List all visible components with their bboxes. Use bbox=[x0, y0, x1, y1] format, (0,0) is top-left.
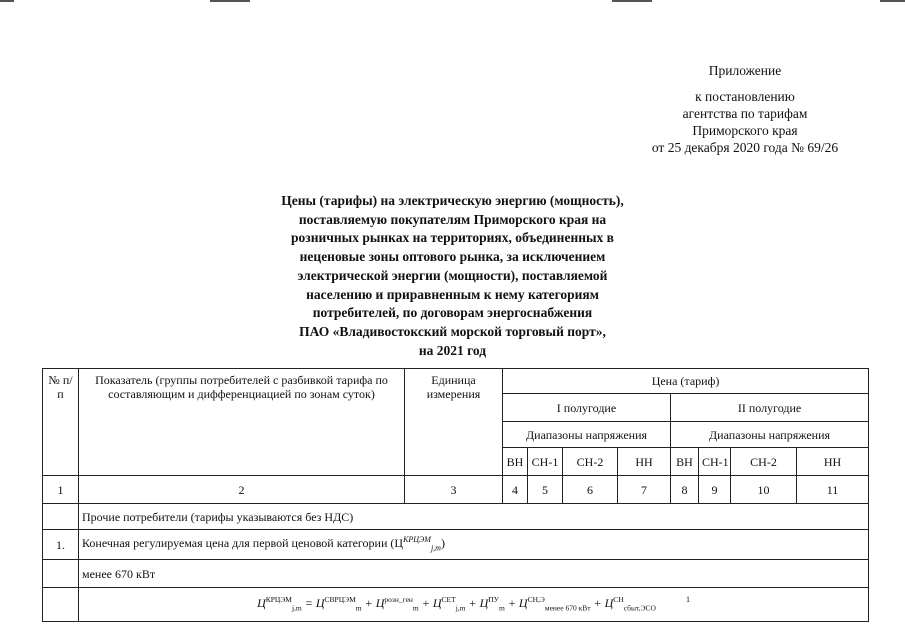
col-number: 11 bbox=[797, 476, 869, 504]
level-sn1: СН-1 bbox=[528, 448, 563, 476]
col-number: 5 bbox=[528, 476, 563, 504]
mark-sub: j,m bbox=[430, 543, 441, 553]
level-nn: НН bbox=[618, 448, 671, 476]
formula-num-cell bbox=[43, 588, 79, 622]
appendix-line: к постановлению bbox=[695, 89, 795, 104]
f-sup: СН bbox=[613, 595, 624, 605]
title-line: электрической энергии (мощности), поставляемой bbox=[297, 267, 608, 283]
header-price: Цена (тариф) bbox=[503, 369, 869, 394]
subgroup-label: менее 670 кВт bbox=[79, 560, 869, 588]
f-sup: ПУ bbox=[488, 595, 499, 605]
f-sub: m bbox=[498, 603, 505, 613]
col-number: 9 bbox=[699, 476, 731, 504]
appendix-line: Приморского края bbox=[692, 123, 798, 138]
row-num: 1. bbox=[43, 530, 79, 560]
appendix-line: агентства по тарифам bbox=[682, 106, 808, 121]
col-number: 2 bbox=[79, 476, 405, 504]
section-title: Прочие потребители (тарифы указываются без НДС) bbox=[79, 504, 869, 530]
f-sup: СВРЦЭМ bbox=[324, 595, 356, 605]
level-sn2: СН-2 bbox=[563, 448, 618, 476]
level-sn2: СН-2 bbox=[731, 448, 797, 476]
level-sn1: СН-1 bbox=[699, 448, 731, 476]
title-line: населению и приравненным к нему категориям bbox=[306, 286, 599, 302]
row-final-price bbox=[79, 530, 869, 560]
header-half2: II полугодие bbox=[671, 394, 869, 422]
f-sub: m bbox=[355, 603, 362, 613]
header-half1: I полугодие bbox=[503, 394, 671, 422]
mark-sup: КРЦЭМ bbox=[403, 535, 431, 545]
formula-footnote: 1 bbox=[685, 595, 690, 605]
f-sup: КРЦЭМ bbox=[265, 595, 292, 605]
f-sup: розн_ген bbox=[384, 595, 413, 605]
level-vn: ВН bbox=[671, 448, 699, 476]
col-number: 7 bbox=[618, 476, 671, 504]
col-number: 8 bbox=[671, 476, 699, 504]
level-vn: ВН bbox=[503, 448, 528, 476]
appendix-heading: Приложение bbox=[708, 63, 782, 78]
level-nn: НН bbox=[797, 448, 869, 476]
header-num: № п/п bbox=[43, 369, 79, 476]
col-number: 3 bbox=[405, 476, 503, 504]
subgroup-num-cell bbox=[43, 560, 79, 588]
col-number: 10 bbox=[731, 476, 797, 504]
title-line: розничных рынках на территориях, объединенных в bbox=[291, 230, 614, 246]
tariff-table bbox=[42, 368, 869, 622]
header-indicator: Показатель (группы потребителей с разбивкой тарифа по составляющим и дифференциацией по зонам суток) bbox=[79, 369, 405, 476]
f-sup: СЕТ bbox=[441, 595, 456, 605]
f-sub: j,m bbox=[291, 603, 302, 613]
f-sub: j,m bbox=[455, 603, 466, 613]
f-sup: СН,Э bbox=[527, 595, 545, 605]
f-sub: сбыт,ЭСО bbox=[623, 603, 656, 613]
col-number: 1 bbox=[43, 476, 79, 504]
f-sub: m bbox=[412, 603, 419, 613]
header-unit: Единица измерения bbox=[405, 369, 503, 476]
document-title bbox=[200, 192, 705, 360]
appendix-block bbox=[600, 62, 890, 156]
row-final-price-text: Конечная регулируемая цена для первой ценовой категории (Ц bbox=[82, 536, 404, 551]
section-num-cell bbox=[43, 504, 79, 530]
title-line: ПАО «Владивостокский морской торговый порт», bbox=[299, 323, 606, 339]
f-sub: менее 670 кВт bbox=[544, 603, 591, 613]
row-final-price-close: ) bbox=[440, 536, 445, 551]
title-line: Цены (тарифы) на электрическую энергию (мощность), bbox=[281, 193, 624, 208]
scan-top-edge bbox=[0, 0, 905, 2]
title-line: неценовые зоны оптового рынка, за исключением bbox=[299, 249, 606, 265]
title-line: на 2021 год bbox=[418, 342, 487, 358]
header-ranges1: Диапазоны напряжения bbox=[503, 422, 671, 448]
title-line: поставляемую покупателям Приморского края на bbox=[298, 211, 607, 227]
col-number: 6 bbox=[563, 476, 618, 504]
title-line: потребителей, по договорам энергоснабжения bbox=[312, 305, 593, 321]
col-number: 4 bbox=[503, 476, 528, 504]
header-ranges2: Диапазоны напряжения bbox=[671, 422, 869, 448]
appendix-date: от 25 декабря 2020 года № 69/26 bbox=[651, 140, 839, 155]
price-formula: $Ц^{КРЦЭМ}_{j,m} = Ц^{СВРЦЭМ}_m + Ц^{розн\_ген}_m + Ц^{СЕТ}_{j,m} + Ц^{ПУ}_m + Ц^{СН,Э}_{менее 670 кВт} + Ц^{СН}_{сбыт,ЭСО}^1$ bbox=[79, 588, 869, 622]
